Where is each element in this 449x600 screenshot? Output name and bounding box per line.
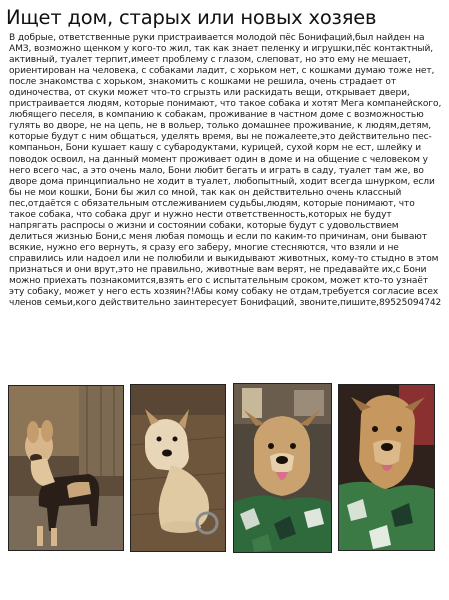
document-body-text: В добрые, ответственные руки пристраивается молодой пёс Бонифаций,был найден на АМЗ, возможно щенком у кого-то жил, так как знает пеленку и игрушки,пёс контактный, активный, туалет терпит,имеет проблему с глазом, слеповат, но это ему не мешает, ориентирован на человека, с собаками ладит, с хорьком нет, с кошками думаю тоже нет, после знакомства с хорьком, знакомить с кошками не решила, очень страдает от одиночества, от скуки может что-то сгрызть или раскидать вещи, открывает двери, пристраивается людям, которые понимают, что такое собака и хотят Мега компанейского, любящего песеля, в компанию к собакам, проживание в частном доме с возможностью гулять во дворе, не на цепь, не в вольер, только домашнее проживание, к людям,детям, которые будут с ним общаться, уделять время, вы не пожалеете,это действительно пес-компаньон, Бони кушает кашу с субародуктами, курицей, сухой корм не ест, шлейку и поводок освоил, на данный момент проживает один в доме и на общение с человеком у него всего час, а это очень мало, Бони любит бегать и играть в саду, туалет там же, во дворе дома принципиально не ходит в туалет, любопытный, ходит всегда шнурком, если бы не мои кошки, Бони бы жил со мной, так как он действительно очень классный пес,отдаётся с обязательным отслеживанием судьбы,людям, которые понимают, что такое собака, что собака друг и нужно нести ответственность,которых не будут напрягать распросы о жизни и состоянии собаки, которые будут с удовольствием делиться жизнью Бони,с меня любая помощь и если по каким-то причинам, они бывают всякие, нужно его вернуть, я сразу его заберу, многие стесняются, что взяли и не справились или надоел или не полюбили и выкидывают животных, кому-то стыдно в этом признаться и они врут,это не правильно, животные вам верят, не предавайте их,с Бони можно приехать познакомится,взять его с испытательным сроком, может кто-то узнаёт эту собаку, может у него есть хозяин?!Абы кому собаку не отдам,требуется согласие всех членов семьи,кого действительно заинтересует Бонифаций, звоните,пишите,89525094742 bbox=[9, 33, 442, 309]
dog-smiling-image bbox=[234, 384, 331, 552]
dog-lying-image bbox=[131, 385, 225, 551]
dog-photo-4 bbox=[338, 384, 435, 551]
dog-closeup-image bbox=[339, 385, 434, 550]
dog-standing-image bbox=[9, 386, 123, 550]
dog-photo-1 bbox=[8, 385, 124, 551]
page-bottom-margin bbox=[0, 590, 449, 600]
document-title: Ищет дом, старых или новых хозяев bbox=[6, 6, 377, 29]
dog-photo-2 bbox=[130, 384, 226, 552]
dog-photo-3 bbox=[233, 383, 332, 553]
